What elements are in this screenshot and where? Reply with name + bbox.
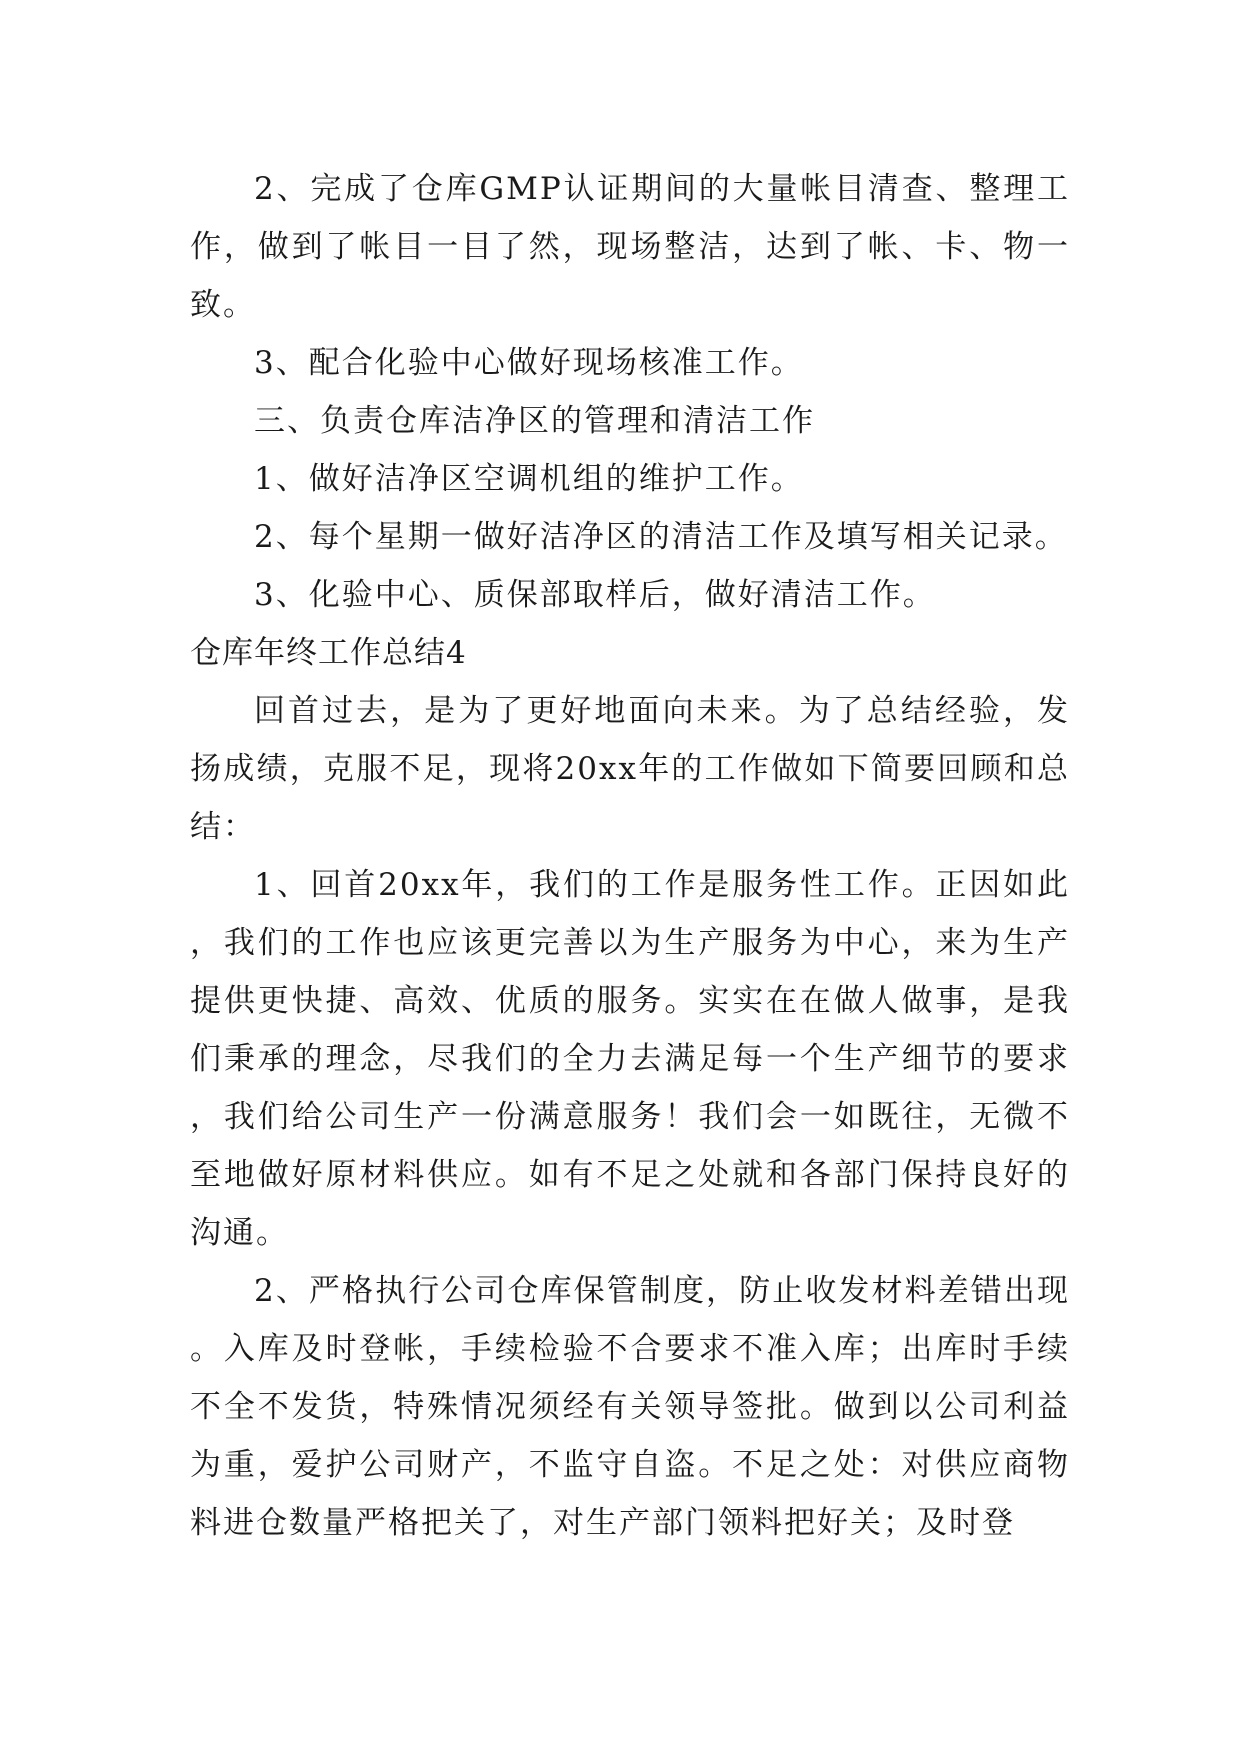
paragraph-intro-review: 回首过去，是为了更好地面向未来。为了总结经验，发扬成绩，克服不足，现将20xx年的工作做如下简要回顾和总结： <box>190 693 1070 845</box>
paragraph-hvac-maintenance: 1、做好洁净区空调机组的维护工作。 <box>254 461 804 497</box>
section-title-summary-4: 仓库年终工作总结4 <box>190 635 467 671</box>
paragraph-weekly-cleaning: 2、每个星期一做好洁净区的清洁工作及填写相关记录。 <box>254 519 1068 555</box>
paragraph-gmp-accounts: 2、完成了仓库GMP认证期间的大量帐目清查、整理工作，做到了帐目一目了然，现场整洁，达到了帐、卡、物一致。 <box>190 171 1070 323</box>
paragraph-post-sampling-cleaning: 3、化验中心、质保部取样后，做好清洁工作。 <box>254 577 936 613</box>
paragraph-service-work: 1、回首20xx年，我们的工作是服务性工作。正因如此，我们的工作也应该更完善以为生产服务为中心，来为生产提供更快捷、高效、优质的服务。实实在在做人做事，是我们秉承的理念，尽我们的全力去满足每一个生产细节的要求，我们给公司生产一份满意服务！我们会一如既往，无微不至地做好原材料供应。如有不足之处就和各部门保持良好的沟通。 <box>190 867 1070 1251</box>
paragraph-storage-rules: 2、严格执行公司仓库保管制度，防止收发材料差错出现。入库及时登帐，手续检验不合要求不准入库；出库时手续不全不发货，特殊情况须经有关领导签批。做到以公司利益为重，爱护公司财产，不监守自盗。不足之处：对供应商物料进仓数量严格把关了，对生产部门领料把好关；及时登 <box>190 1273 1070 1541</box>
paragraph-lab-verification: 3、配合化验中心做好现场核准工作。 <box>254 345 804 381</box>
section-heading-clean-area: 三、负责仓库洁净区的管理和清洁工作 <box>254 403 815 439</box>
document-body <box>190 160 1070 1552</box>
